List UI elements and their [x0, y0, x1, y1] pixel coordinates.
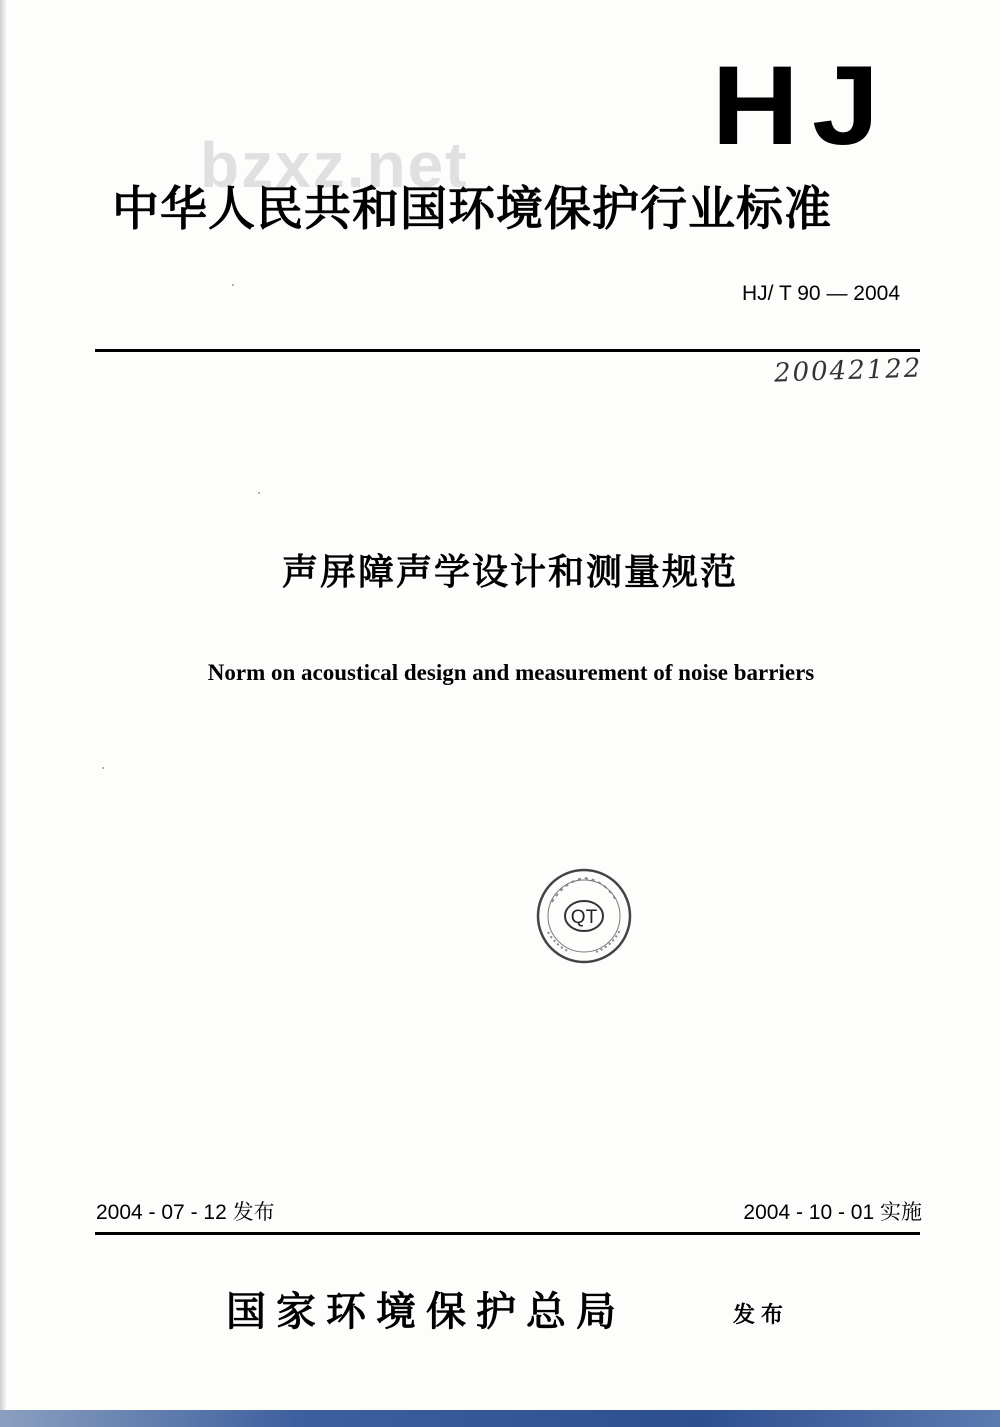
library-stamp — [534, 866, 634, 966]
publish-label: 发布 — [733, 1302, 790, 1328]
document-title-en: Norm on acoustical design and measurement of noise barriers — [207, 660, 815, 685]
top-divider — [95, 349, 920, 352]
category-mark: HJ — [711, 43, 892, 168]
handwritten-note: 20042122 — [773, 353, 923, 389]
watermark-text: bzxz.net — [200, 129, 469, 201]
issuing-agency: 国家环境保护总局 — [226, 1288, 626, 1335]
page-left-edge — [0, 0, 6, 1410]
stamp-arc-text-upper — [552, 878, 616, 902]
effective-date: 2004 - 10 - 01 实施 — [743, 1201, 922, 1224]
stamp-center-text: QT — [570, 907, 598, 928]
bottom-divider — [95, 1232, 920, 1235]
document-title-cn: 声屏障声学设计和测量规范 — [281, 552, 738, 593]
standard-number: HJ/ T 90 — 2004 — [742, 282, 900, 305]
issue-date: 2004 - 07 - 12 发布 — [96, 1201, 275, 1224]
org-title: 中华人民共和国环境保护行业标准 — [112, 182, 832, 237]
scan-speck — [232, 284, 234, 286]
viewer-bottom-strip — [0, 1410, 1000, 1427]
scan-speck — [102, 767, 104, 769]
scan-speck — [258, 492, 260, 494]
